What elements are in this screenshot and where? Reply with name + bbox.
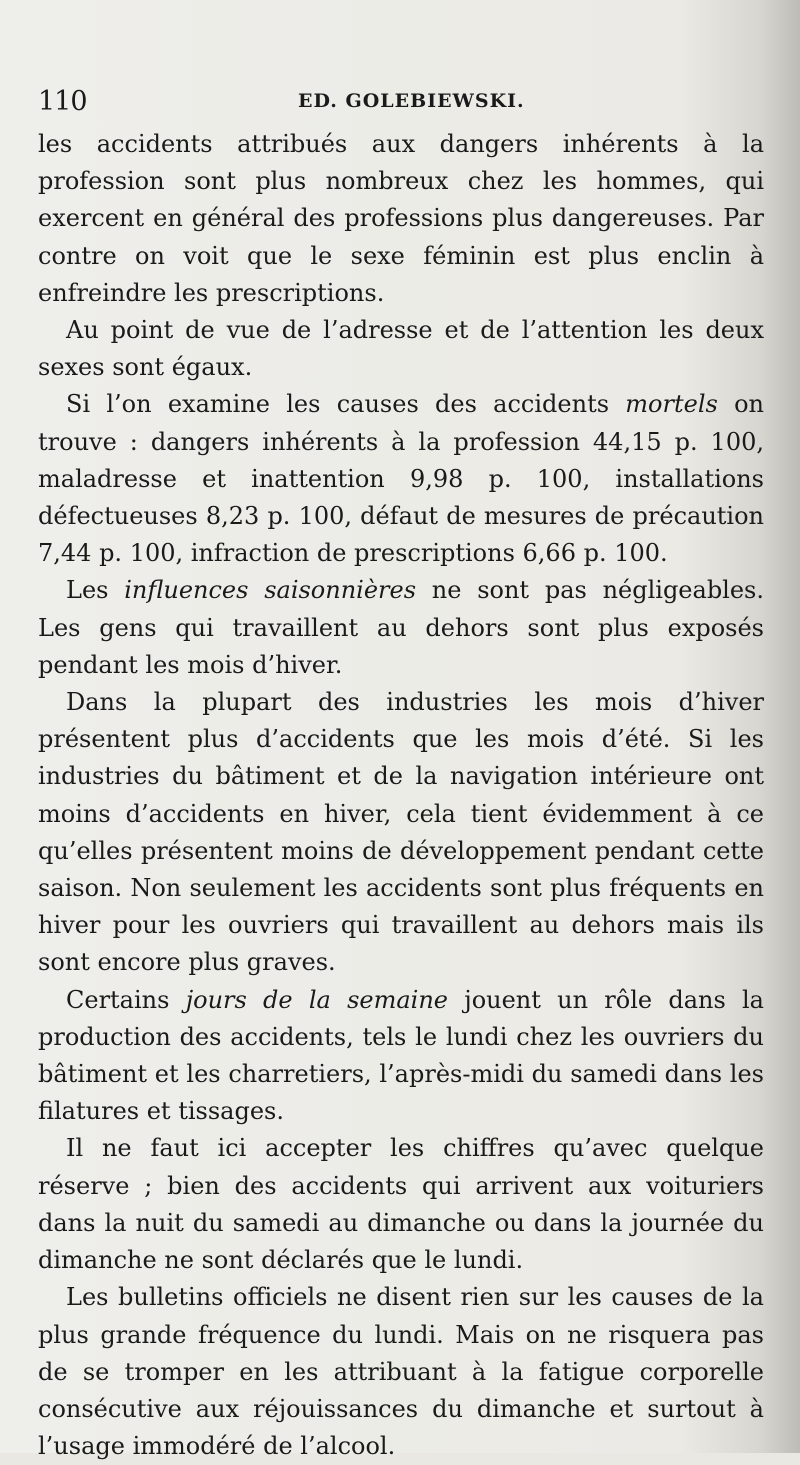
text-segment: Si l’on examine les causes des accidents [66,390,626,419]
paragraph [38,126,764,312]
text-segment: Les bulletins officiels ne disent rien sur les causes de la plus grande fréquence du lundi. Mais on ne risquera pas de se tromper en les attribuant à la fatigue corporelle consécutive aux réjouissances du dimanche et surtout à l’usage immodéré de l’alcool. [38,1283,764,1461]
text-segment: Au point de vue de l’adresse et de l’attention les deux sexes sont égaux. [38,316,764,382]
paragraph [38,386,764,572]
text-segment: Dans la plupart des industries les mois d’hiver présentent plus d’accidents que les mois d’été. Si les industries du bâtiment et de la navigation intérieure ont moins d’accidents en hiver, cela tient évidemment à ce qu’elles présentent moins de développement pendant cette saison. Non seulement les accidents sont plus fréquents en hiver pour les ouvriers qui travaillent au dehors mais ils sont encore plus graves. [38,688,764,977]
text-segment: on trouve : dangers inhérents à la profession 44,15 p. 100, maladresse et inattention 9,98 p. 100, installations défectueuses 8,23 p. 100, défaut de mesures de précaution 7,44 p. 100, infraction de prescriptions 6,66 p. 100. [38,390,764,568]
paragraph [38,1279,764,1465]
text-segment: les accidents attribués aux dangers inhérents à la profession sont plus nombreux chez les hommes, qui exercent en général des professions plus dangereuses. Par contre on voit que le sexe féminin est plus enclin à enfreindre les prescriptions. [38,130,764,307]
paragraph [38,312,764,386]
paragraph [38,1130,764,1279]
body-text [38,126,764,1465]
paragraph [38,982,764,1131]
italic-segment: jours de la semaine [185,985,449,1014]
text-segment: Les [66,576,125,605]
running-head: ED. GOLEBIEWSKI. [298,90,525,112]
page-header [38,86,738,120]
text-segment: ne sont pas négligeables. Les gens qui travaillent au dehors sont plus exposés pendant les mois d’hiver. [38,576,765,679]
italic-segment: mortels [625,390,718,419]
text-segment: Il ne faut ici accepter les chiffres qu’avec quelque réserve ; bien des accidents qui arrivent aux voituriers dans la nuit du samedi au dimanche ou dans la journée du dimanche ne sont déclarés que le lundi. [38,1134,764,1275]
paragraph [38,572,764,684]
paragraph [38,684,764,982]
text-segment: jouent un rôle dans la production des accidents, tels le lundi chez les ouvriers du bâtiment et les charretiers, l’après-midi du samedi dans les filatures et tissages. [38,985,764,1126]
italic-segment: influences saisonnières [124,576,417,605]
page-number: 110 [38,86,87,117]
text-segment: Certains [66,985,186,1014]
